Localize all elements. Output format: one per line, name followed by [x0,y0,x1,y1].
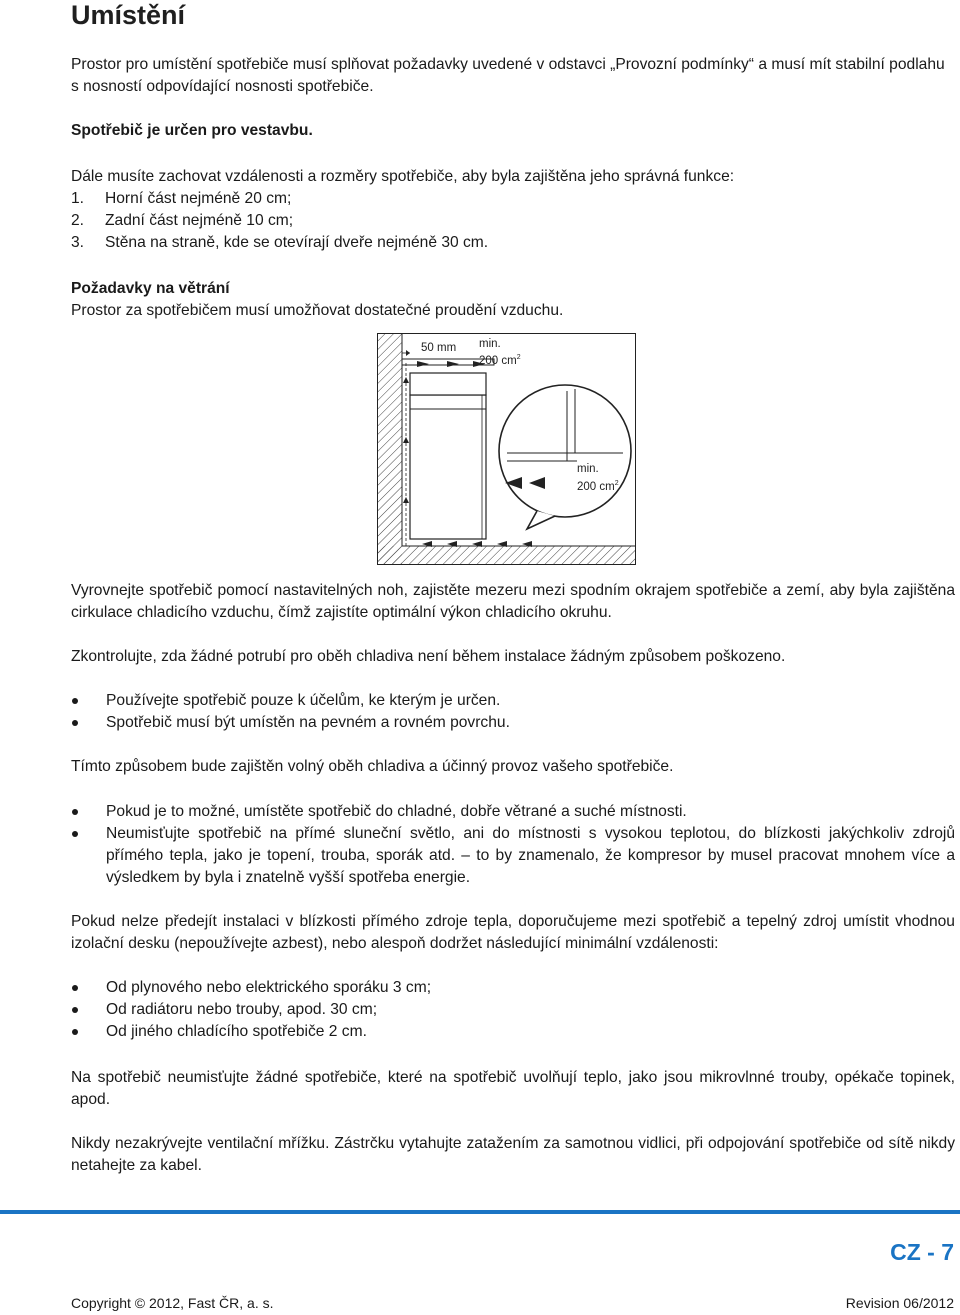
detail-magnifier [499,385,631,517]
page-number: CZ - 7 [890,1239,954,1265]
heat-text: Pokud nelze předejít instalaci v blízkosti přímého zdroje tepla, doporučujeme mezi spotřebič a tepelný zdroj umístit vhodnou izolační desku (nepoužívejte azbest), nebo alespoň dodržet následující minimální vzdálenosti: [71,913,955,952]
list-item: Od radiátoru nebo trouby, apod. 30 cm; [71,999,955,1021]
appliance-body [410,395,486,539]
list-item: Pokud je to možné, umístěte spotřebič do chladné, dobře větrané a suché místnosti. [71,801,955,823]
placement-bullets [71,801,955,889]
grille-paragraph [71,1133,955,1177]
list-item: Od plynového nebo elektrického sporáku 3 cm; [71,977,955,999]
distances-intro: Dále musíte zachovat vzdálenosti a rozměry spotřebiče, aby byla zajištěna jeho správná funkce: [71,168,735,185]
ventilation-diagram [377,333,636,565]
footer-rule [0,1210,960,1214]
list-item: Neumisťujte spotřebič na přímé sluneční světlo, ani do místnosti s vysokou teplotou, do blízkosti jakýchkoliv zdrojů přímého tepla, jako je topení, trouba, sporák atd. – to by znamenalo, že kompresor by musel pracovat mnohem více a výsledkem by byla i znatelně vyšší spotřeba energie. [71,823,955,889]
list-item: Od jiného chladícího spotřebiče 2 cm. [71,1021,955,1043]
pipes-text: Zkontrolujte, zda žádné potrubí pro oběh chladiva není během instalace žádným způsobem poškozeno. [71,648,786,665]
nothing-on-top-paragraph [71,1067,955,1111]
revision: Revision 06/2012 [845,1295,954,1311]
builtin-note [71,120,955,142]
list-item: Používejte spotřebič pouze k účelům, ke kterým je určen. [71,690,955,712]
label-bottom-min: min. [577,463,599,475]
ventilation-text: Prostor za spotřebičem musí umožňovat dostatečné proudění vzduchu. [71,302,564,319]
ventilation-heading: Požadavky na větrání [71,280,230,297]
label-gap: 50 mm [421,342,457,354]
intro-paragraph [71,54,955,98]
distances-list [71,188,955,254]
level-paragraph [71,580,955,624]
circulation-text: Tímto způsobem bude zajištěn volný oběh chladiva a účinný provoz vašeho spotřebiče. [71,758,674,775]
copyright: Copyright © 2012, Fast ČR, a. s. [71,1295,274,1311]
distance-bullets [71,977,955,1043]
floor-hatch [378,546,635,564]
list-item: 2. Zadní část nejméně 10 cm; [71,212,294,229]
level-text: Vyrovnejte spotřebič pomocí nastavitelných noh, zajistěte mezeru mezi spodním okrajem spotřebiče a zemí, aby byla zajištěna cirkulace chladicího vzduchu, čímž zajistíte optimální výkon chladicího okruhu. [71,582,955,621]
list-item: 3. Stěna na straně, kde se otevírají dveře nejméně 30 cm. [71,234,489,251]
label-top-min: min. [479,338,501,350]
nothing-on-top-text: Na spotřebič neumisťujte žádné spotřebiče, které na spotřebič uvolňují teplo, jako jsou mikrovlnné trouby, opékače topinek, apod. [71,1069,955,1108]
intro-text: Prostor pro umístění spotřebiče musí splňovat požadavky uvedené v odstavci „Provozní podmínky“ a musí mít stabilní podlahu s nosností odpovídající nosnosti spotřebiče. [71,56,945,95]
heat-paragraph [71,911,955,955]
circulation-paragraph [71,756,955,778]
label-top-area: 200 $cm^2$ [479,354,521,367]
distances-section [71,166,955,254]
wall-hatch [378,334,402,564]
list-item: 1. Horní část nejméně 20 cm; [71,190,292,207]
page-title: Umístění [71,0,186,30]
usage-bullets [71,690,955,734]
ventilation-section [71,278,955,322]
label-bottom-area: 200 $cm^2$ [577,480,619,493]
grille-text: Nikdy nezakrývejte ventilační mřížku. Zástrčku vytahujte zatažením za samotnou vidlici, při odpojování spotřebiče od sítě nikdy netahejte za kabel. [71,1135,955,1174]
list-item: Spotřebič musí být umístěn na pevném a rovném povrchu. [71,712,955,734]
pipes-paragraph [71,646,955,668]
builtin-text: Spotřebič je určen pro vestavbu. [71,122,313,139]
